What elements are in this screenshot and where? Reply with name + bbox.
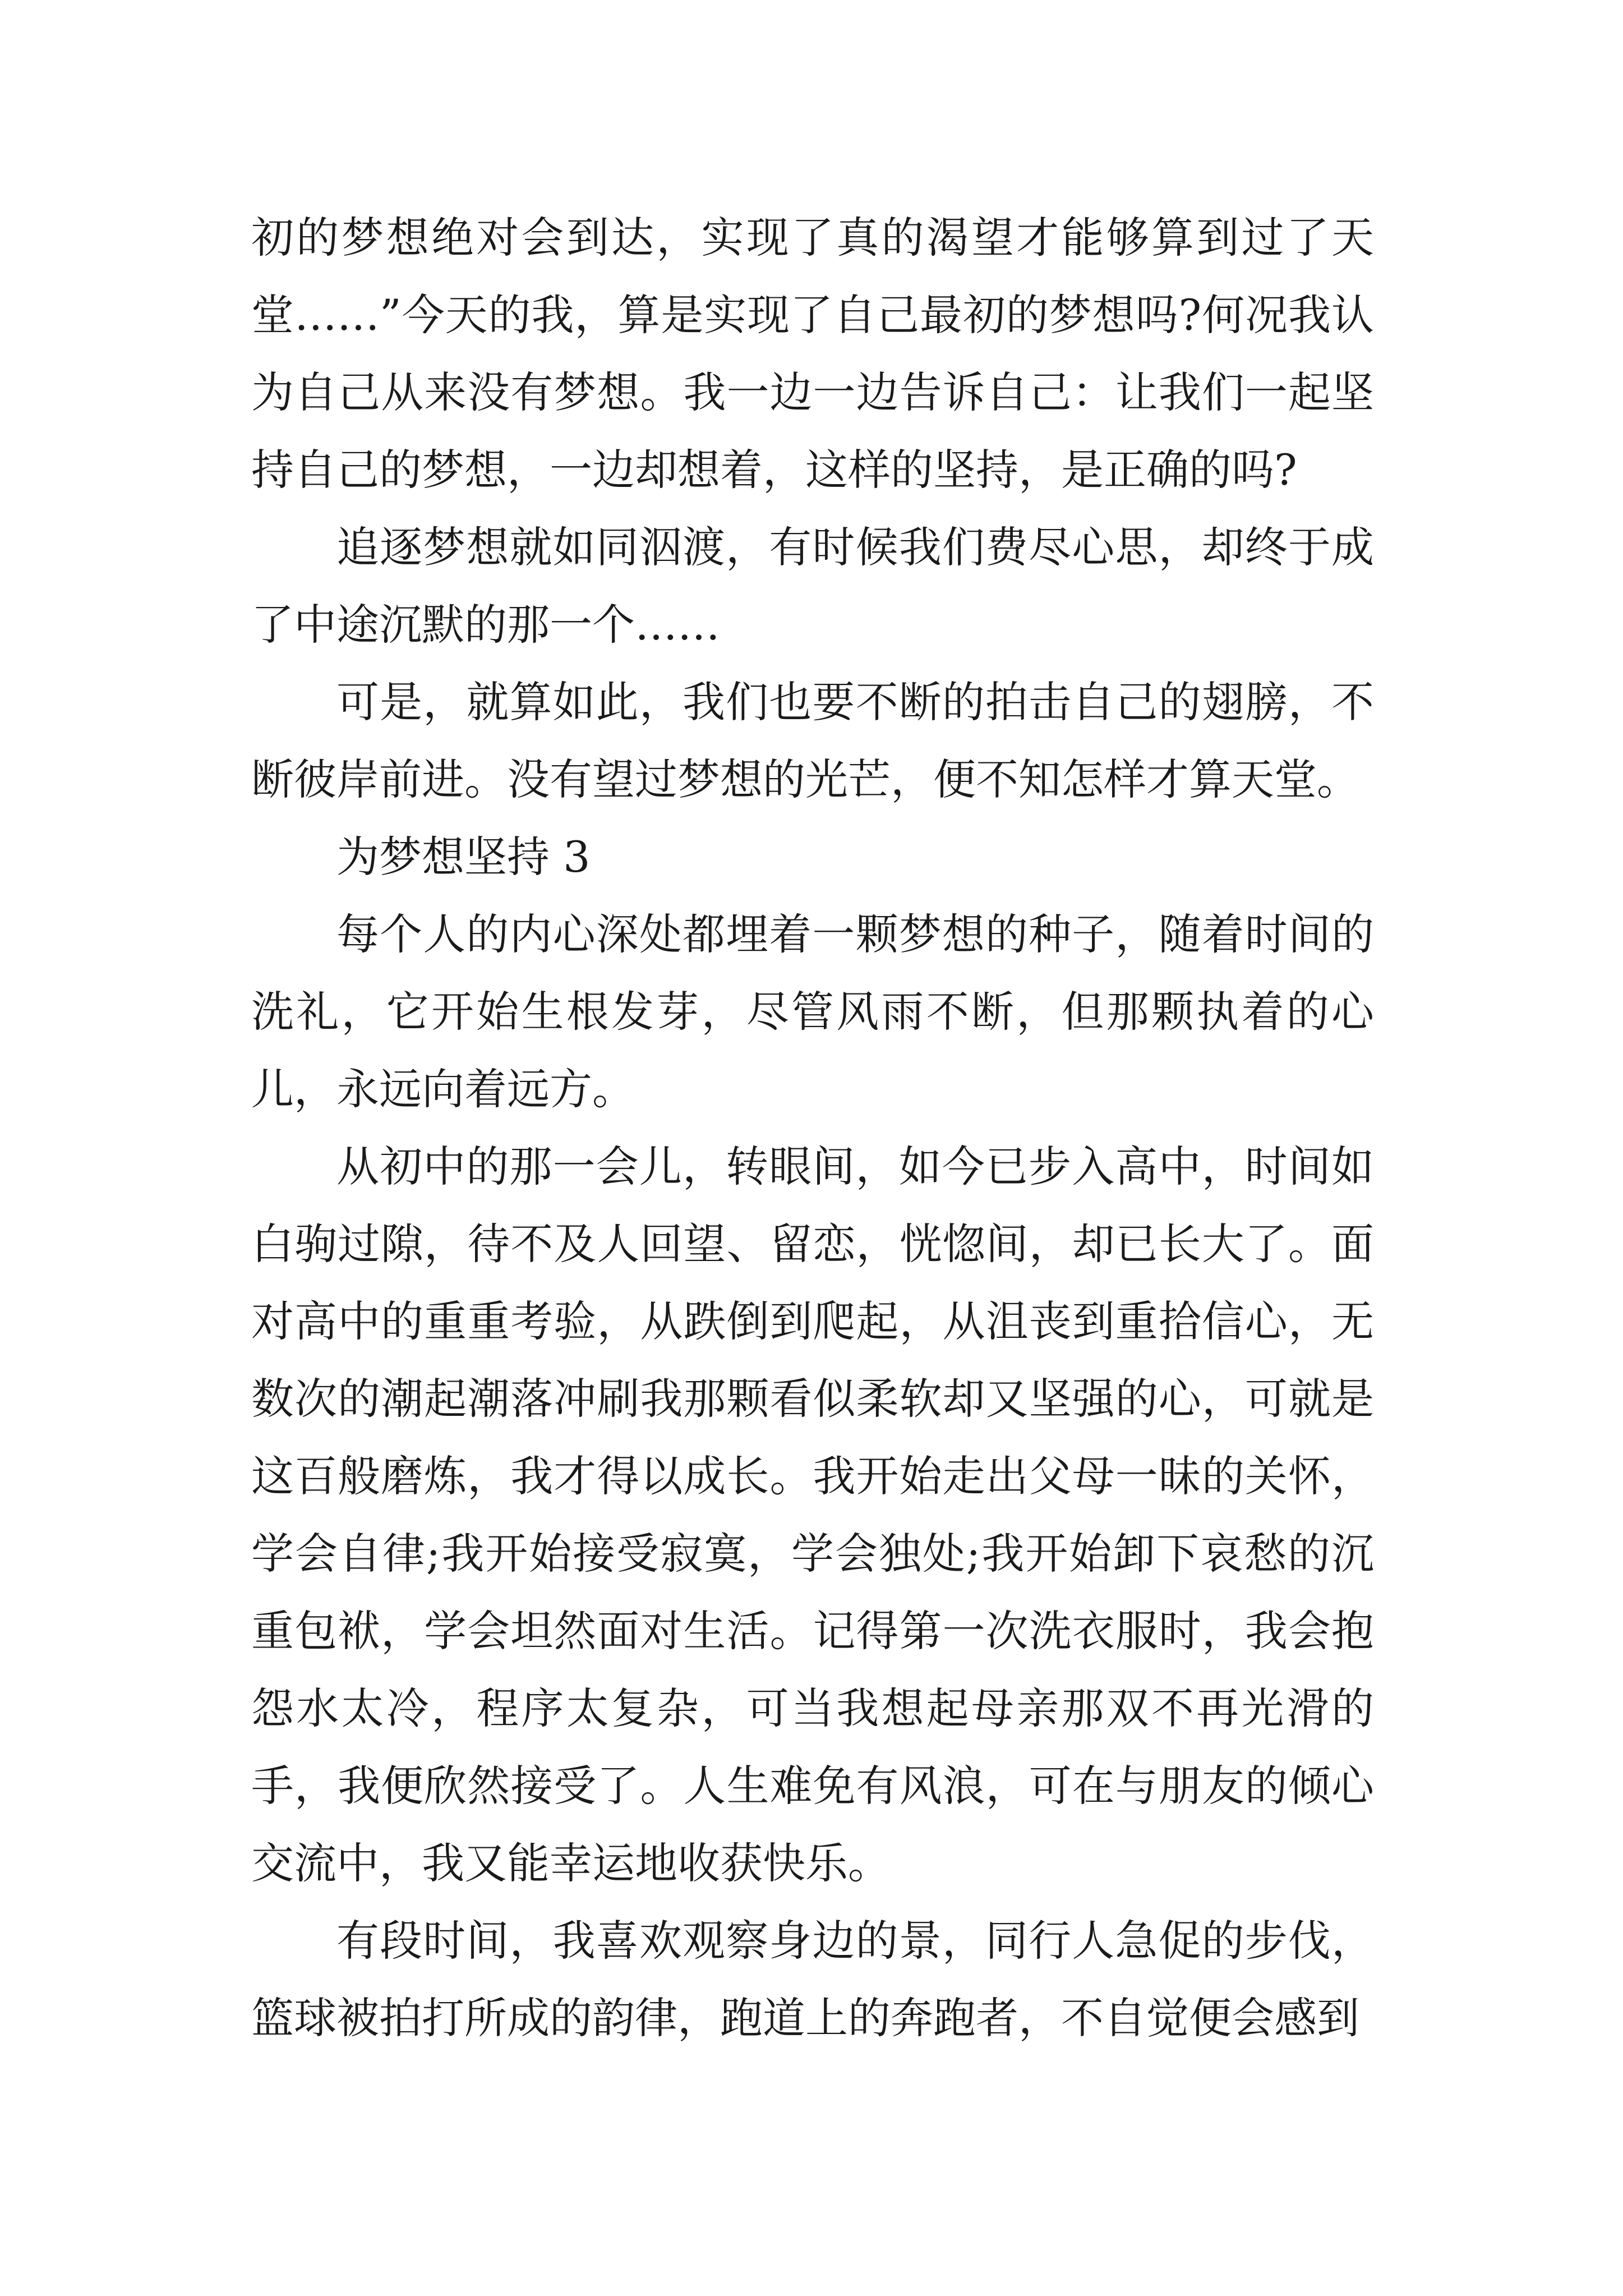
paragraph: 追逐梦想就如同泅渡，有时候我们费尽心思，却终于成了中途沉默的那一个…… [251,522,1374,650]
paragraph-continuation: 初的梦想绝对会到达，实现了真的渴望才能够算到过了天堂……”今天的我，算是实现了自己最初的梦想吗?何况我认为自己从来没有梦想。我一边一边告诉自己：让我们一起坚持自己的梦想，一边却想着，这样的坚持，是正确的吗? [251,213,1374,495]
document-body [251,199,1374,2057]
paragraph: 可是，就算如此，我们也要不断的拍击自己的翅膀，不断彼岸前进。没有望过梦想的光芒，便不知怎样才算天堂。 [251,677,1374,804]
paragraph: 从初中的那一会儿，转眼间，如今已步入高中，时间如白驹过隙，待不及人回望、留恋，恍惚间，却已长大了。面对高中的重重考验，从跌倒到爬起，从沮丧到重拾信心，无数次的潮起潮落冲刷我那颗看似柔软却又坚强的心，可就是这百般磨炼，我才得以成长。我开始走出父母一昧的关怀，学会自律;我开始接受寂寞，学会独处;我开始卸下哀愁的沉重包袱，学会坦然面对生活。记得第一次洗衣服时，我会抱怨水太冷，程序太复杂，可当我想起母亲那双不再光滑的手，我便欣然接受了。人生难免有风浪，可在与朋友的倾心交流中，我又能幸运地收获快乐。 [251,1142,1374,1888]
paragraph: 每个人的内心深处都埋着一颗梦想的种子，随着时间的洗礼，它开始生根发芽，尽管风雨不断，但那颗执着的心儿，永远向着远方。 [251,909,1374,1114]
section-heading: 为梦想坚持 3 [336,832,591,882]
paragraph: 有段时间，我喜欢观察身边的景，同行人急促的步伐，篮球被拍打所成的韵律，跑道上的奔跑者，不自觉便会感到 [251,1916,1374,2043]
